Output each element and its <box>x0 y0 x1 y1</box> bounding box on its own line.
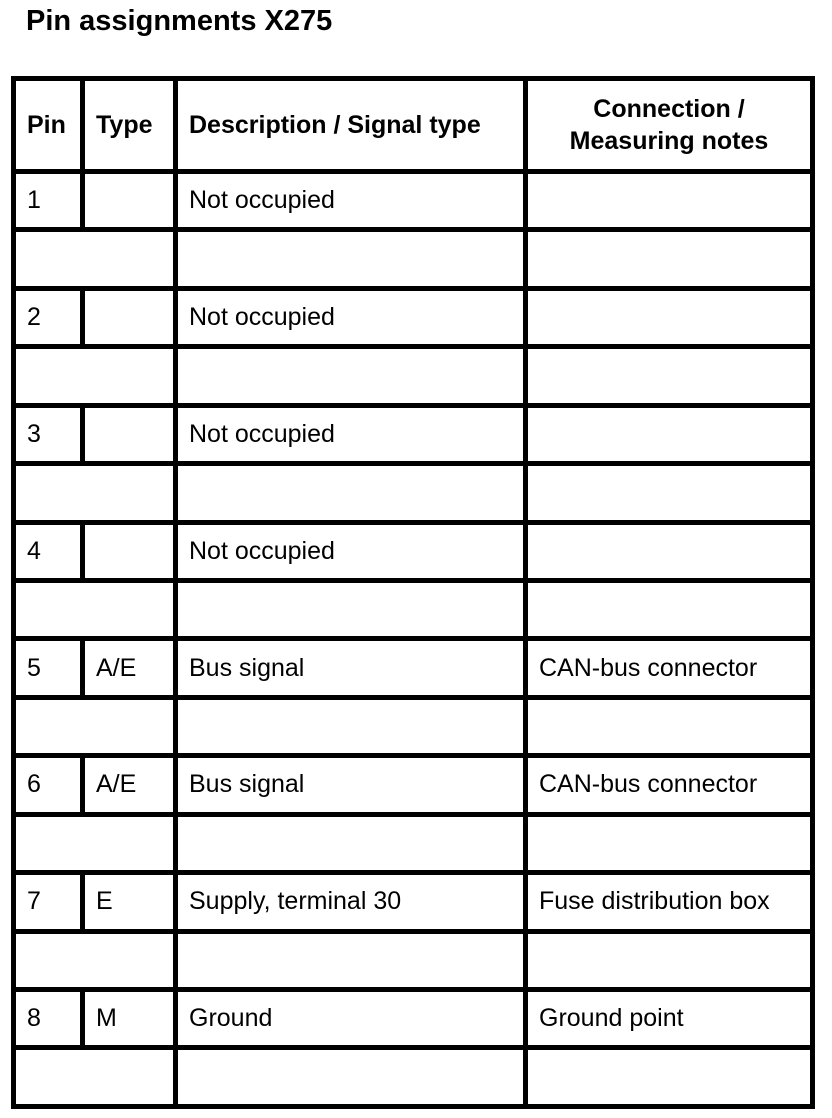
pin-cell: 3 <box>14 405 83 463</box>
page-title: Pin assignments X275 <box>26 5 333 37</box>
spacer-cell <box>176 581 526 639</box>
spacer-cell <box>176 347 526 405</box>
spacer-cell <box>14 1048 176 1107</box>
connection-cell <box>526 172 813 230</box>
type-cell <box>83 288 176 346</box>
type-cell <box>83 405 176 463</box>
description-cell: Supply, terminal 30 <box>176 873 526 931</box>
spacer-cell <box>526 347 813 405</box>
description-cell: Not occupied <box>176 288 526 346</box>
pin-cell: 8 <box>14 989 83 1047</box>
spacer-cell <box>14 814 176 872</box>
spacer-row <box>14 230 813 288</box>
description-cell: Bus signal <box>176 756 526 814</box>
header-type: Type <box>83 79 176 172</box>
spacer-cell <box>526 230 813 288</box>
spacer-row <box>14 931 813 989</box>
type-cell: E <box>83 873 176 931</box>
spacer-cell <box>14 230 176 288</box>
description-cell: Not occupied <box>176 522 526 580</box>
spacer-cell <box>526 697 813 755</box>
spacer-cell <box>526 931 813 989</box>
spacer-cell <box>14 697 176 755</box>
spacer-cell <box>526 814 813 872</box>
pin-cell: 1 <box>14 172 83 230</box>
type-cell <box>83 522 176 580</box>
table-row <box>14 172 813 230</box>
table-row <box>14 989 813 1047</box>
spacer-row <box>14 347 813 405</box>
header-connection-line1: Connection / <box>593 95 745 124</box>
table-row <box>14 639 813 697</box>
spacer-cell <box>176 931 526 989</box>
connection-cell <box>526 522 813 580</box>
spacer-cell <box>176 230 526 288</box>
table-row <box>14 288 813 346</box>
header-connection-line2: Measuring notes <box>569 127 769 156</box>
table-header-row <box>14 79 813 172</box>
type-cell: A/E <box>83 756 176 814</box>
header-connection <box>526 79 813 172</box>
table-row <box>14 756 813 814</box>
description-cell: Not occupied <box>176 172 526 230</box>
type-cell <box>83 172 176 230</box>
spacer-cell <box>14 347 176 405</box>
pin-cell: 5 <box>14 639 83 697</box>
spacer-row <box>14 814 813 872</box>
table-row <box>14 522 813 580</box>
spacer-cell <box>14 581 176 639</box>
connection-cell: CAN-bus connector <box>526 639 813 697</box>
connection-cell <box>526 288 813 346</box>
pin-cell: 2 <box>14 288 83 346</box>
connection-cell <box>526 405 813 463</box>
header-description: Description / Signal type <box>176 79 526 172</box>
spacer-cell <box>14 464 176 522</box>
pin-cell: 7 <box>14 873 83 931</box>
type-cell: M <box>83 989 176 1047</box>
spacer-row <box>14 464 813 522</box>
pin-cell: 6 <box>14 756 83 814</box>
spacer-cell <box>526 581 813 639</box>
pin-assignment-table <box>11 76 815 1109</box>
spacer-cell <box>176 464 526 522</box>
spacer-row <box>14 1048 813 1107</box>
pin-cell: 4 <box>14 522 83 580</box>
spacer-cell <box>14 931 176 989</box>
spacer-cell <box>176 697 526 755</box>
table-row <box>14 405 813 463</box>
spacer-cell <box>526 1048 813 1107</box>
table-row <box>14 873 813 931</box>
spacer-row <box>14 697 813 755</box>
connection-cell: Fuse distribution box <box>526 873 813 931</box>
description-cell: Bus signal <box>176 639 526 697</box>
type-cell: A/E <box>83 639 176 697</box>
header-pin: Pin <box>14 79 83 172</box>
spacer-cell <box>526 464 813 522</box>
description-cell: Not occupied <box>176 405 526 463</box>
description-cell: Ground <box>176 989 526 1047</box>
connection-cell: Ground point <box>526 989 813 1047</box>
connection-cell: CAN-bus connector <box>526 756 813 814</box>
spacer-cell <box>176 814 526 872</box>
spacer-row <box>14 581 813 639</box>
spacer-cell <box>176 1048 526 1107</box>
